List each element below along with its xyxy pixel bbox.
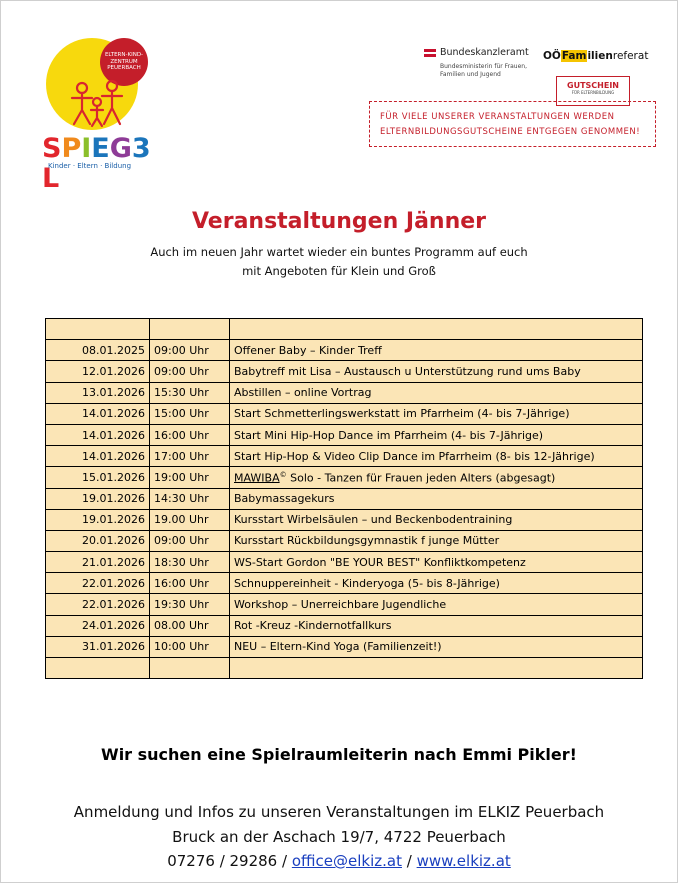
footer-address: Bruck an der Aschach 19/7, 4722 Peuerbach [172,828,506,846]
time-cell: 16:00 Uhr [150,424,230,445]
footer-separator: / [406,852,412,870]
logo-letter: G [109,133,132,164]
event-cell [230,361,643,382]
event-cell [230,467,643,488]
date-cell: 21.01.2026 [46,552,150,573]
event-cell [230,488,643,509]
voucher-title: GUTSCHEIN [567,81,619,90]
table-row [46,573,643,594]
event-cell [230,636,643,657]
copyright-mark: © [279,470,287,479]
voucher-notice-line: FÜR VIELE UNSERER VERANSTALTUNGEN WERDEN [380,112,615,122]
table-row [46,530,643,551]
event-title: Kursstart Rückbildungsgymnastik f junge Mütter [234,534,500,548]
event-brand: MAWIBA [234,471,280,485]
date-cell: 14.01.2026 [46,424,150,445]
table-row [46,340,643,361]
logo-badge: ELTERN-KIND-ZENTRUM PEUERBACH [100,38,148,86]
logo-letter: I [81,133,92,164]
ooe-prefix: OÖ [543,50,561,62]
date-cell [46,319,150,340]
date-cell: 08.01.2025 [46,340,150,361]
page-title: Veranstaltungen Jänner [191,209,487,234]
time-cell: 15:30 Uhr [150,382,230,403]
date-cell: 14.01.2026 [46,403,150,424]
date-cell: 12.01.2026 [46,361,150,382]
time-cell [150,658,230,679]
footer-info-line: Anmeldung und Infos zu unseren Veranstaltungen im ELKIZ Peuerbach [73,803,605,821]
time-cell: 19.00 Uhr [150,509,230,530]
event-cell [230,424,643,445]
table-footer-row [46,658,643,679]
event-title: Schnuppereinheit - Kinderyoga (5- bis 8-Jährige) [234,576,500,590]
date-cell: 31.01.2026 [46,636,150,657]
ooe-fam: Fam [561,50,587,62]
logo-letter: P [61,133,82,164]
austria-flag-icon [424,49,436,57]
event-title: Offener Baby – Kinder Treff [234,343,382,357]
date-cell: 20.01.2026 [46,530,150,551]
time-cell: 09:00 Uhr [150,361,230,382]
family-figures-icon [64,76,134,128]
logo-letter: S [42,133,62,164]
voucher-subtitle: FÜR ELTERNBILDUNG [571,90,615,95]
time-cell: 08.00 Uhr [150,615,230,636]
logo-tagline: Kinder · Eltern · Bildung [48,162,132,170]
event-title: NEU – Eltern-Kind Yoga (Familienzeit!) [234,640,442,654]
event-cell [230,530,643,551]
date-cell: 22.01.2026 [46,594,150,615]
event-cell [230,573,643,594]
event-cell [230,552,643,573]
footer-phone: 07276 / 29286 [167,852,278,870]
event-cell [230,509,643,530]
event-cell [230,403,643,424]
logo-letter: L [42,163,60,194]
event-title: WS-Start Gordon "BE YOUR BEST" Konfliktkompetenz [234,555,526,569]
time-cell: 15:00 Uhr [150,403,230,424]
bka-subtitle-line: Bundesministerin für Frauen, [440,63,527,70]
date-cell: 22.01.2026 [46,573,150,594]
spiegel-logo [38,38,158,194]
table-row [46,509,643,530]
table-header-row [46,319,643,340]
table-row [46,361,643,382]
time-cell: 19:30 Uhr [150,594,230,615]
website-link[interactable]: www.elkiz.at [416,852,511,870]
table-row [46,636,643,657]
event-title: Workshop – Unerreichbare Jugendliche [234,598,447,612]
event-cell [230,594,643,615]
bka-name: Bundeskanzleramt [440,47,529,58]
event-title: Start Mini Hip-Hop Dance im Pfarrheim (4- bis 7-Jährige) [234,428,544,442]
event-cell [230,446,643,467]
ooe-familienreferat-logo [543,50,648,62]
event-cell [230,319,643,340]
footer-contact [0,852,678,870]
footer-separator: / [282,852,288,870]
event-cell [230,340,643,361]
time-cell [150,319,230,340]
date-cell: 14.01.2026 [46,446,150,467]
ooe-ilien: ilien [587,50,613,62]
job-announcement: Wir suchen eine Spielraumleiterin nach Emmi Pikler! [101,745,577,764]
logo-letter: 3 [131,133,151,164]
event-cell [230,382,643,403]
ooe-referat: referat [612,50,649,62]
date-cell: 24.01.2026 [46,615,150,636]
date-cell: 13.01.2026 [46,382,150,403]
event-title: Rot -Kreuz -Kindernotfallkurs [234,619,392,633]
time-cell: 16:00 Uhr [150,573,230,594]
logo-letter: E [91,133,110,164]
date-cell: 19.01.2026 [46,509,150,530]
table-row [46,382,643,403]
time-cell: 10:00 Uhr [150,636,230,657]
event-title: Solo - Tanzen für Frauen jeden Alters (abgesagt) [286,471,556,485]
date-cell: 15.01.2026 [46,467,150,488]
intro-line: Auch im neuen Jahr wartet wieder ein buntes Programm auf euch [150,245,528,259]
time-cell: 19:00 Uhr [150,467,230,488]
bka-subtitle [440,63,527,79]
email-link[interactable]: office@elkiz.at [291,852,402,870]
table-row [46,615,643,636]
event-title: Start Hip-Hop & Video Clip Dance im Pfarrheim (8- bis 12-Jährige) [234,449,595,463]
time-cell: 14:30 Uhr [150,488,230,509]
table-row [46,446,643,467]
event-title: Babymassagekurs [234,492,335,506]
time-cell: 09:00 Uhr [150,340,230,361]
intro-line: mit Angeboten für Klein und Groß [242,264,436,278]
date-cell: 19.01.2026 [46,488,150,509]
table-row [46,552,643,573]
bka-subtitle-line: Familien und Jugend [440,71,501,78]
event-cell [230,615,643,636]
event-title: Kursstart Wirbelsäulen – und Beckenbodentraining [234,513,513,527]
table-row [46,467,643,488]
table-row [46,488,643,509]
events-table [45,318,643,679]
time-cell: 09:00 Uhr [150,530,230,551]
time-cell: 18:30 Uhr [150,552,230,573]
event-title: Abstillen – online Vortrag [234,386,372,400]
voucher-notice [369,101,656,147]
date-cell [46,658,150,679]
time-cell: 17:00 Uhr [150,446,230,467]
table-row [46,594,643,615]
events-table-body [46,319,643,679]
event-title: Start Schmetterlingswerkstatt im Pfarrheim (4- bis 7-Jährige) [234,407,570,421]
table-row [46,424,643,445]
table-row [46,403,643,424]
voucher-notice-line: ELTERNBILDUNGSGUTSCHEINE ENTGEGEN GENOMMEN! [380,127,641,137]
event-cell [230,658,643,679]
event-title: Babytreff mit Lisa – Austausch u Unterstützung rund ums Baby [234,364,581,378]
